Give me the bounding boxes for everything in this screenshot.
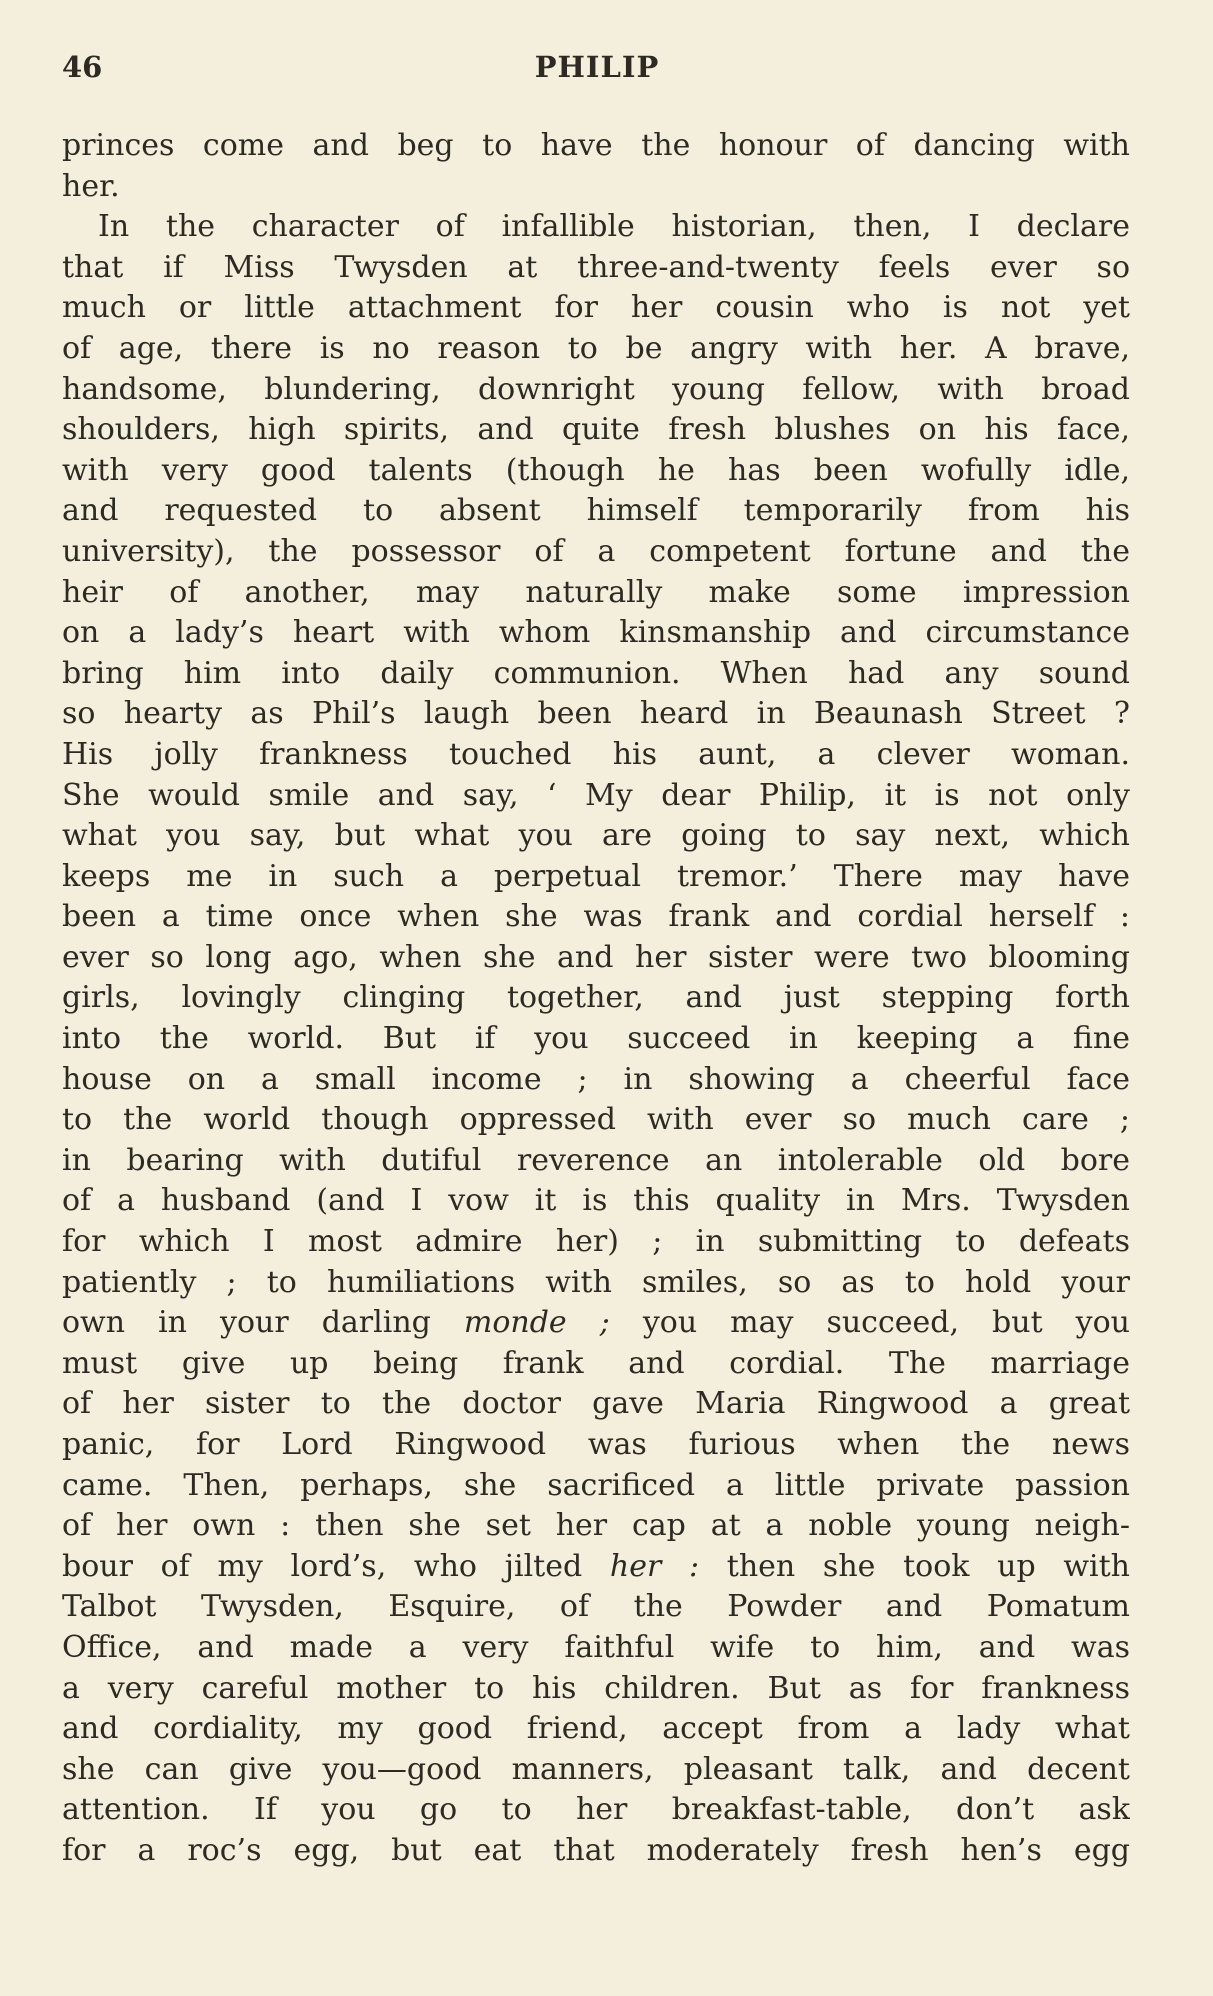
line-text: shoulders, high spirits, and quite fresh blushes on his face,: [62, 412, 1130, 448]
text-line: [62, 491, 1130, 532]
line-text: of her sister to the doctor gave Maria Ringwood a great: [62, 1386, 1130, 1422]
line-text-continued: then she took up with: [699, 1548, 1130, 1584]
line-text: a very careful mother to his children. But as for frankness: [62, 1670, 1130, 1706]
text-line: [62, 1790, 1130, 1831]
text-line: [62, 126, 1130, 167]
text-line: [62, 654, 1130, 695]
line-text: bour of my lord’s, who jilted: [62, 1548, 610, 1584]
line-text: house on a small income ; in showing a cheerful face: [62, 1061, 1130, 1097]
text-line: [62, 613, 1130, 654]
line-text: to the world though oppressed with ever so much care ;: [62, 1102, 1130, 1138]
line-text: into the world. But if you succeed in keeping a fine: [62, 1021, 1130, 1057]
text-line: [62, 1750, 1130, 1791]
text-line: [62, 1100, 1130, 1141]
line-text: university), the possessor of a competent fortune and the: [62, 533, 1130, 569]
text-line: [62, 1831, 1130, 1872]
text-line: [62, 897, 1130, 938]
line-text: own in your darling: [62, 1305, 464, 1341]
line-text: been a time once when she was frank and cordial herself :: [62, 899, 1130, 935]
text-line: [62, 207, 1130, 248]
line-text: for a roc’s egg, but eat that moderately fresh hen’s egg: [62, 1832, 1130, 1868]
line-text: She would smile and say, ‘ My dear Philip, it is not only: [62, 777, 1130, 813]
line-text: of a husband (and I vow it is this quality in Mrs. Twysden: [62, 1183, 1130, 1219]
line-text: what you say, but what you are going to say next, which: [62, 818, 1130, 854]
text-line: [62, 1384, 1130, 1425]
text-line: [62, 978, 1130, 1019]
line-text: Office, and made a very faithful wife to him, and was: [62, 1629, 1130, 1665]
text-line: [62, 1141, 1130, 1182]
text-line: [62, 1466, 1130, 1507]
line-text: must give up being frank and cordial. The marriage: [62, 1345, 1130, 1381]
text-line: [62, 1060, 1130, 1101]
line-text: ever so long ago, when she and her sister were two blooming: [62, 939, 1130, 975]
line-text: came. Then, perhaps, she sacrificed a little private passion: [62, 1467, 1130, 1503]
text-line: [62, 1181, 1130, 1222]
text-line: [62, 288, 1130, 329]
line-text: keeps me in such a perpetual tremor.’ There may have: [62, 858, 1130, 894]
text-line: [62, 938, 1130, 979]
text-line: [62, 248, 1130, 289]
line-text: her.: [62, 168, 120, 204]
line-text: in bearing with dutiful reverence an intolerable old bore: [62, 1142, 1130, 1178]
page-header: [62, 50, 1132, 94]
line-text: of age, there is no reason to be angry with her. A brave,: [62, 330, 1130, 366]
italic-word: her :: [609, 1548, 700, 1584]
text-line: [62, 573, 1130, 614]
line-text: and requested to absent himself temporarily from his: [62, 493, 1130, 529]
page-number: 46: [62, 50, 103, 84]
line-text: Talbot Twysden, Esquire, of the Powder and Pomatum: [62, 1589, 1130, 1625]
text-line: [62, 167, 1130, 208]
text-line: [62, 1222, 1130, 1263]
text-line: [62, 694, 1130, 735]
line-text: much or little attachment for her cousin who is not yet: [62, 290, 1130, 326]
line-text: for which I most admire her) ; in submitting to defeats: [62, 1224, 1130, 1260]
line-text: and cordiality, my good friend, accept from a lady what: [62, 1711, 1130, 1747]
text-line: [62, 451, 1130, 492]
line-text: His jolly frankness touched his aunt, a clever woman.: [62, 736, 1130, 772]
italic-word: monde ;: [463, 1305, 610, 1341]
body-text: [62, 126, 1130, 1872]
text-line: [62, 532, 1130, 573]
text-line: [62, 1425, 1130, 1466]
text-line: [62, 1669, 1130, 1710]
text-line: [62, 1019, 1130, 1060]
text-line: [62, 1263, 1130, 1304]
text-line: [62, 410, 1130, 451]
text-line: [62, 857, 1130, 898]
line-text: panic, for Lord Ringwood was furious when the news: [62, 1427, 1130, 1462]
text-line: [62, 1506, 1130, 1547]
running-head: PHILIP: [534, 50, 660, 84]
line-text-continued: you may succeed, but you: [609, 1305, 1130, 1341]
text-line: [62, 735, 1130, 776]
text-line: [62, 1709, 1130, 1750]
text-line: [62, 329, 1130, 370]
text-line: [62, 1303, 1130, 1344]
line-text: handsome, blundering, downright young fellow, with broad: [62, 371, 1130, 407]
text-line: [62, 1587, 1130, 1628]
line-text: attention. If you go to her breakfast-table, don’t ask: [62, 1792, 1130, 1828]
text-line: [62, 1344, 1130, 1385]
text-line: [62, 776, 1130, 817]
line-text: with very good talents (though he has been wofully idle,: [62, 452, 1130, 488]
line-text: heir of another, may naturally make some impression: [62, 574, 1130, 610]
line-text: bring him into daily communion. When had any sound: [62, 655, 1130, 691]
line-text: on a lady’s heart with whom kinsmanship and circumstance: [62, 615, 1130, 651]
text-line: [62, 1547, 1130, 1588]
line-text: In the character of infallible historian, then, I declare: [98, 209, 1130, 245]
line-text: that if Miss Twysden at three-and-twenty feels ever so: [62, 249, 1130, 285]
text-line: [62, 370, 1130, 411]
line-text: princes come and beg to have the honour of dancing with: [62, 128, 1130, 163]
line-text: she can give you—good manners, pleasant talk, and decent: [62, 1751, 1130, 1787]
line-text: girls, lovingly clinging together, and just stepping forth: [62, 980, 1130, 1016]
line-text: patiently ; to humiliations with smiles, so as to hold your: [62, 1264, 1130, 1300]
text-line: [62, 1628, 1130, 1669]
text-line: [62, 816, 1130, 857]
line-text: so hearty as Phil’s laugh been heard in Beaunash Street ?: [62, 696, 1130, 732]
line-text: of her own : then she set her cap at a noble young neigh-: [62, 1508, 1130, 1544]
